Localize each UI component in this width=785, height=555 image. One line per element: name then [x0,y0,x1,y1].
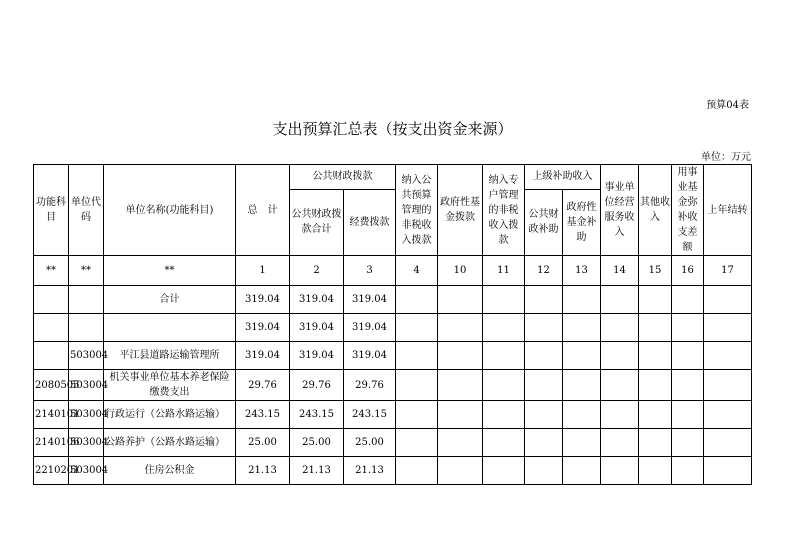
func-code-cell: 2080505 [34,370,69,401]
empty-cell [639,429,672,457]
unit-name-cell: 公路养护（公路水路运输） [104,429,236,457]
unit-code-cell: 503004 [69,370,104,401]
budget-table [33,164,752,485]
empty-cell [672,429,704,457]
empty-cell [438,342,483,370]
unit-code-cell [69,314,104,342]
empty-cell [639,286,672,314]
index-cell: 17 [704,256,752,286]
empty-cell [704,457,752,485]
unit-code-cell [69,286,104,314]
empty-cell [704,401,752,429]
func-code-cell: 2140106 [34,429,69,457]
empty-cell [601,342,639,370]
empty-cell [563,314,601,342]
empty-cell [563,370,601,401]
total-cell: 319.04 [236,342,290,370]
empty-cell [396,457,438,485]
empty-cell [438,370,483,401]
empty-cell [483,286,525,314]
total-cell: 319.04 [236,314,290,342]
pf-subtotal-cell: 29.76 [290,370,344,401]
pf-subtotal-cell: 25.00 [290,429,344,457]
index-cell: 13 [563,256,601,286]
empty-cell [525,457,563,485]
index-cell: ** [34,256,69,286]
operating-cell: 319.04 [344,286,396,314]
empty-cell [672,457,704,485]
unit-name-cell: 住房公积金 [104,457,236,485]
operating-cell: 21.13 [344,457,396,485]
empty-cell [525,342,563,370]
empty-cell [639,457,672,485]
empty-cell [601,286,639,314]
func-code-cell [34,314,69,342]
empty-cell [704,342,752,370]
table-row [34,286,752,314]
total-cell: 319.04 [236,286,290,314]
operating-cell: 29.76 [344,370,396,401]
total-cell: 243.15 [236,401,290,429]
empty-cell [396,286,438,314]
unit-code-cell: 503004 [69,457,104,485]
table-row [34,314,752,342]
empty-cell [525,286,563,314]
empty-cell [563,401,601,429]
empty-cell [672,370,704,401]
func-code-cell: 2140101 [34,401,69,429]
empty-cell [483,314,525,342]
empty-cell [396,370,438,401]
empty-cell [438,429,483,457]
total-cell: 21.13 [236,457,290,485]
empty-cell [525,429,563,457]
header-gov-fund: 政府性基金拨款 [438,165,483,256]
page-title: 支出预算汇总表（按支出资金来源） [272,120,513,138]
unit-code-cell: 503004 [69,401,104,429]
header-unit-code: 单位代码 [69,165,104,256]
empty-cell [704,286,752,314]
index-cell: 12 [525,256,563,286]
index-cell: 1 [236,256,290,286]
index-cell: 3 [344,256,396,286]
empty-cell [601,457,639,485]
empty-cell [601,429,639,457]
index-cell: 14 [601,256,639,286]
empty-cell [438,314,483,342]
empty-cell [704,314,752,342]
operating-cell: 319.04 [344,342,396,370]
pf-subtotal-cell: 319.04 [290,342,344,370]
empty-cell [525,370,563,401]
header-superior: 上级补助收入 [525,165,601,190]
unit-code-cell: 503004 [69,342,104,370]
empty-cell [601,314,639,342]
header-business-income: 事业单位经营服务收入 [601,165,639,256]
empty-cell [438,286,483,314]
empty-cell [704,370,752,401]
empty-cell [601,370,639,401]
pf-subtotal-cell: 21.13 [290,457,344,485]
header-unit-name: 单位名称(功能科目) [104,165,236,256]
table-row [34,429,752,457]
empty-cell [704,429,752,457]
header-carryover: 上年结转 [704,165,752,256]
empty-cell [639,370,672,401]
index-cell: 16 [672,256,704,286]
header-row-1 [34,165,752,190]
total-cell: 29.76 [236,370,290,401]
table-row [34,342,752,370]
header-pf-subtotal: 公共财政拨款合计 [290,189,344,255]
empty-cell [563,342,601,370]
header-public-finance: 公共财政拨款 [290,165,396,190]
table-row [34,370,752,401]
header-nontax: 纳入公共预算管理的非税收入拨款 [396,165,438,256]
empty-cell [639,314,672,342]
empty-cell [639,401,672,429]
pf-subtotal-cell: 243.15 [290,401,344,429]
unit-label: 单位：万元 [701,152,751,163]
empty-cell [525,401,563,429]
empty-cell [438,401,483,429]
pf-subtotal-cell: 319.04 [290,314,344,342]
header-func-code: 功能科目 [34,165,69,256]
index-row [34,256,752,286]
empty-cell [672,342,704,370]
empty-cell [672,314,704,342]
empty-cell [563,286,601,314]
empty-cell [483,429,525,457]
func-code-cell [34,342,69,370]
index-cell: 10 [438,256,483,286]
index-cell: ** [104,256,236,286]
operating-cell: 319.04 [344,314,396,342]
empty-cell [601,401,639,429]
header-special-nontax: 纳入专户管理的非税收入拨款 [483,165,525,256]
unit-name-cell: 平江县道路运输管理所 [104,342,236,370]
index-cell: 4 [396,256,438,286]
form-number: 预算04表 [706,100,749,111]
header-other-income: 其他收入 [639,165,672,256]
table-row [34,457,752,485]
empty-cell [672,401,704,429]
empty-cell [483,342,525,370]
empty-cell [563,429,601,457]
empty-cell [639,342,672,370]
empty-cell [396,342,438,370]
index-cell: 15 [639,256,672,286]
header-sup-public: 公共财政补助 [525,189,563,255]
empty-cell [396,429,438,457]
header-fund-balance: 用事业基金弥补收支差额 [672,165,704,256]
unit-name-cell: 机关事业单位基本养老保险缴费支出 [104,370,236,401]
empty-cell [483,370,525,401]
unit-name-cell [104,314,236,342]
index-cell: 2 [290,256,344,286]
unit-name-cell: 合计 [104,286,236,314]
operating-cell: 25.00 [344,429,396,457]
empty-cell [483,457,525,485]
index-cell: ** [69,256,104,286]
empty-cell [483,401,525,429]
operating-cell: 243.15 [344,401,396,429]
func-code-cell [34,286,69,314]
unit-code-cell: 503004 [69,429,104,457]
empty-cell [396,314,438,342]
header-total: 总 计 [236,165,290,256]
empty-cell [672,286,704,314]
header-operating: 经费拨款 [344,189,396,255]
unit-name-cell: 行政运行（公路水路运输） [104,401,236,429]
header-sup-gov-fund: 政府性基金补助 [563,189,601,255]
index-cell: 11 [483,256,525,286]
total-cell: 25.00 [236,429,290,457]
pf-subtotal-cell: 319.04 [290,286,344,314]
empty-cell [563,457,601,485]
func-code-cell: 2210201 [34,457,69,485]
empty-cell [525,314,563,342]
empty-cell [396,401,438,429]
table-row [34,401,752,429]
empty-cell [438,457,483,485]
